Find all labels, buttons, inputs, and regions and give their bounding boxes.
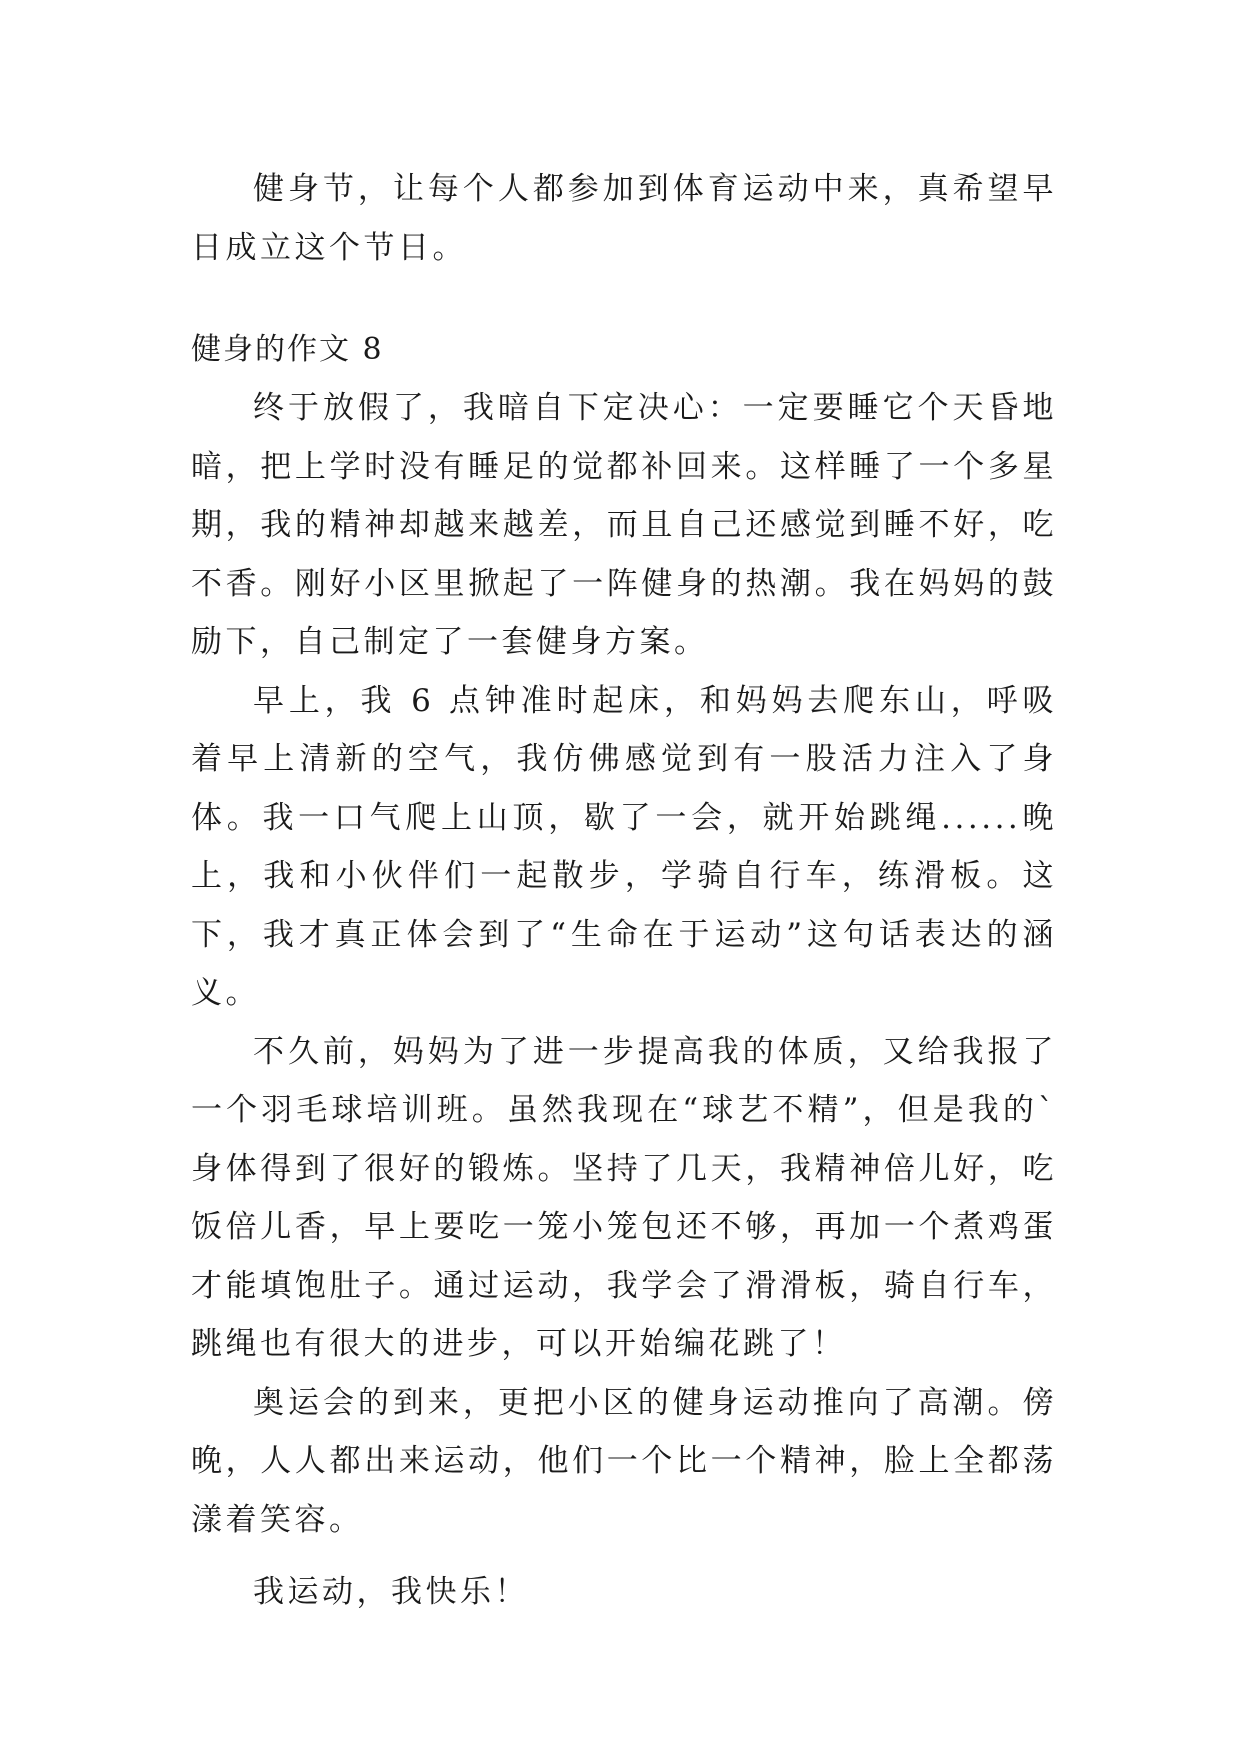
paragraph-3: 不久前，妈妈为了进一步提高我的体质，又给我报了一个羽毛球培训班。虽然我现在“球艺不精”，但是我的`身体得到了很好的锻炼。坚持了几天，我精神倍儿好，吃饭倍儿香，早上要吃一笼小笼包还不够，再加一个煮鸡蛋才能填饱肚子。通过运动，我学会了滑滑板，骑自行车，跳绳也有很大的进步，可以开始编花跳了！ [191, 1033, 1057, 1362]
paragraph-2: 早上，我 6 点钟准时起床，和妈妈去爬东山，呼吸着早上清新的空气，我仿佛感觉到有一股活力注入了身体。我一口气爬上山顶，歇了一会，就开始跳绳......晚上，我和小伙伴们一起散步，学骑自行车，练滑板。这下，我才真正体会到了“生命在于运动”这句话表达的涵义。 [191, 682, 1057, 1011]
section-title: 健身的作文 8 [191, 332, 384, 367]
paragraph-1: 终于放假了，我暗自下定决心：一定要睡它个天昏地暗，把上学时没有睡足的觉都补回来。这样睡了一个多星期，我的精神却越来越差，而且自己还感觉到睡不好，吃不香。刚好小区里掀起了一阵健身的热潮。我在妈妈的鼓励下，自己制定了一套健身方案。 [191, 390, 1057, 660]
paragraph-4: 奥运会的到来，更把小区的健身运动推向了高潮。傍晚，人人都出来运动，他们一个比一个精神，脸上全都荡漾着笑容。 [191, 1384, 1057, 1538]
intro-paragraph: 健身节，让每个人都参加到体育运动中来，真希望早日成立这个节日。 [191, 171, 1057, 266]
paragraph-5: 我运动，我快乐！ [253, 1574, 529, 1610]
document-body [191, 160, 1057, 1622]
